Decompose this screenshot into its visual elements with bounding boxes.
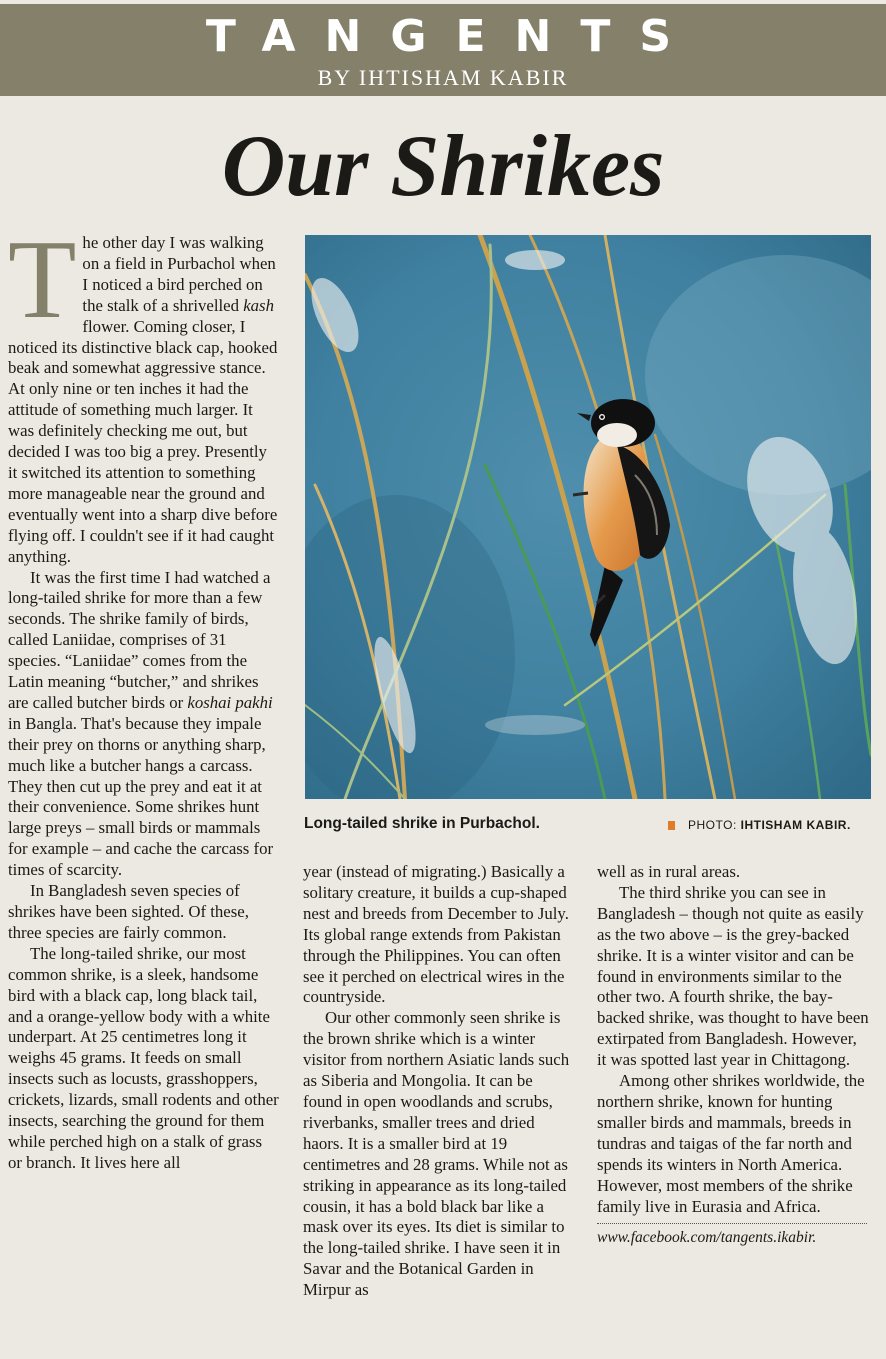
article-column-3 xyxy=(597,862,869,1249)
photo-credit xyxy=(668,818,851,832)
article-paragraph xyxy=(8,568,280,882)
credit-label: PHOTO: xyxy=(688,818,737,832)
paragraph-text: in Bangla. That's because they impale their prey on thorns or anything sharp, much like a butcher hangs a carcass. They then cut up the prey and eat it at their convenience. Some shrikes hunt large preys – small birds or mammals for example – and cache the carcass for times of scarcity. xyxy=(8,713,274,880)
dotted-divider xyxy=(597,1223,867,1224)
photo-caption: Long-tailed shrike in Purbachol. xyxy=(304,815,540,832)
italic-term: kash xyxy=(243,295,274,315)
article-headline: Our Shrikes xyxy=(221,118,665,215)
article-paragraph: The long-tailed shrike, our most common shrike, is a sleek, handsome bird with a black cap, long black tail, and a orange-yellow body with a white underpart. At 25 centimetres long it weighs 45 grams. It feeds on small insects such as locusts, grasshoppers, crickets, lizards, small rodents and other insects, searching the ground for them while perched high on a stalk of grass or branch. It lives here all xyxy=(8,943,279,1172)
article-paragraph: Our other commonly seen shrike is the brown shrike which is a winter visitor from northern Asiatic lands such as Siberia and Mongolia. It can be found in open woodlands and scrubs, riverbanks, smaller trees and dried haors. It is a smaller bird at 19 centimetres and 28 grams. While not as striking in appearance as its long-tailed cousin, it has a bold black bar like a mask over its eyes. Its diet is similar to the long-tailed shrike. I have seen it in Savar and the Botanical Garden in Mirpur as xyxy=(303,1008,570,1300)
credit-marker-icon xyxy=(668,821,675,830)
article-paragraph xyxy=(8,218,280,568)
facebook-link[interactable]: www.facebook.com/tangents.ikabir. xyxy=(597,1229,817,1247)
article-paragraph: well as in rural areas. xyxy=(597,862,741,881)
article-column-1 xyxy=(8,218,280,1174)
article-paragraph: The third shrike you can see in Bangladesh – though not quite as easily as the two above – is the grey-backed shrike. It is a winter visitor and can be found in environments similar to the other two. A fourth shrike, the bay-backed shrike, was thought to have been extirpated from Bangladesh. However, it was spotted last year in Chittagong. xyxy=(597,882,869,1070)
author-byline: BY IHTISHAM KABIR xyxy=(317,65,569,90)
column-header xyxy=(0,4,886,96)
paragraph-text: he other day I was walking on a field in Purbachol when I noticed a bird perched on the stalk of a shrivelled xyxy=(82,233,276,315)
article-paragraph: In Bangladesh seven species of shrikes have been sighted. Of these, three species are fairly common. xyxy=(8,881,249,942)
credit-name: IHTISHAM KABIR. xyxy=(740,818,851,832)
drop-cap: T xyxy=(8,218,77,342)
paragraph-text: flower. Coming closer, I noticed its distinctive black cap, hooked beak and somewhat aggressive stance. At only nine or ten inches it had the attitude of something much larger. It was definitely checking me out, but decided I was too big a prey. Presently it switched its attention to something more manageable near the ground and eventually went into a sharp dive before flying off. I couldn't see if it had caught anything. xyxy=(8,316,278,566)
shrike-photo xyxy=(305,235,871,799)
paragraph-text: It was the first time I had watched a long-tailed shrike for more than a few seconds. The shrike family of birds, called Laniidae, comprises of 31 species. “Laniidae” comes from the Latin meaning “butcher,” and shrikes are called butcher birds or xyxy=(8,567,271,712)
italic-term: koshai pakhi xyxy=(187,692,273,712)
article-column-2 xyxy=(303,862,575,1301)
column-brand: TANGENTS xyxy=(205,11,701,62)
article-paragraph: year (instead of migrating.) Basically a solitary creature, it builds a cup-shaped nest and breeds from December to July. Its global range extends from Pakistan through the Philippines. You can often see it perched on electrical wires in the countryside. xyxy=(303,862,569,1007)
shrike-photo-illustration xyxy=(305,235,871,799)
article-paragraph: Among other shrikes worldwide, the northern shrike, known for hunting smaller birds and mammals, breeds in tundras and taigas of the far north and spends its winters in North America. However, most members of the shrike family live in Eurasia and Africa. xyxy=(597,1071,865,1216)
